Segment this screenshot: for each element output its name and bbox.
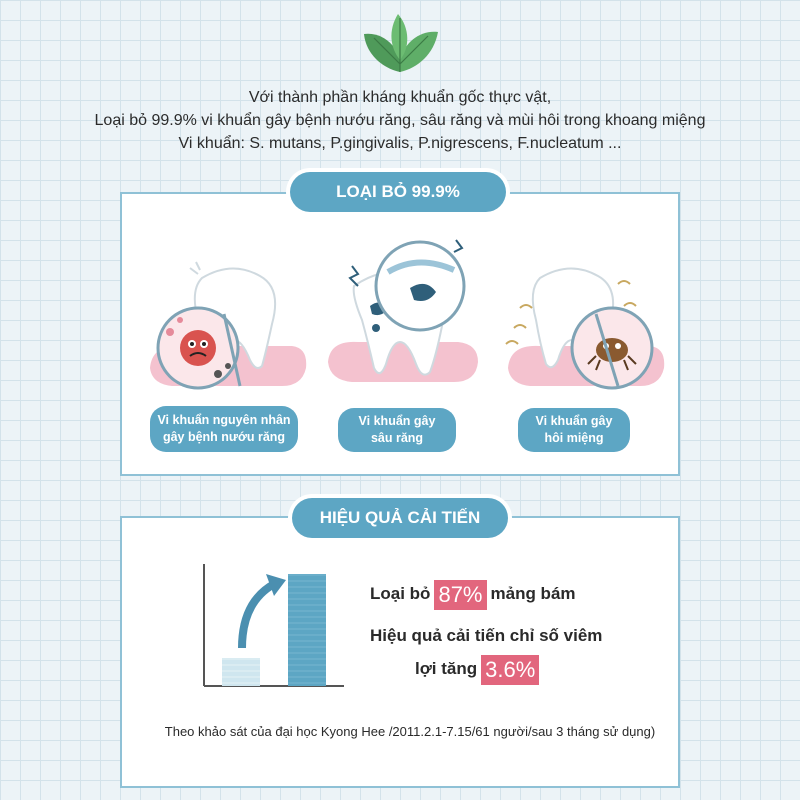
section1-badge: LOẠI BỎ 99.9% [290,172,506,212]
source-note: Theo khảo sát của đại học Kyong Hee /2011.2.1-7.15/61 người/sau 3 tháng sử dụng) [164,724,656,739]
improvement-bar-chart [196,560,346,694]
plaque-removal-stat: Loại bỏ 87% mảng bám [370,578,576,610]
caption-bad-breath-bacteria: Vi khuẩn gây hôi miệng [518,408,630,452]
plaque-removal-value: 87% [434,580,486,610]
bad-breath-tooth-illustration [500,248,670,398]
caption-gum-disease-bacteria: Vi khuẩn nguyên nhân gây bệnh nướu răng [150,406,298,452]
section2-badge: HIỆU QUẢ CẢI TIẾN [292,498,508,538]
gingivitis-index-stat: lợi tăng 3.6% [415,653,543,685]
intro-line-2: Loại bỏ 99.9% vi khuẩn gây bệnh nướu răng, sâu răng và mùi hôi trong khoang miệng [94,112,706,129]
intro-text [0,86,800,155]
cavity-tooth-illustration [318,222,488,398]
gingivitis-index-label: Hiệu quả cải tiến chỉ số viêm [370,626,603,645]
increase-arrow-icon [242,584,274,648]
before-bar [222,658,260,686]
intro-line-1: Với thành phần kháng khuẩn gốc thực vật, [248,89,552,106]
mint-leaf-icon [352,8,448,80]
gum-disease-tooth-illustration [142,248,312,398]
caption-cavity-bacteria: Vi khuẩn gây sâu răng [338,408,456,452]
after-bar [288,574,326,686]
intro-line-3: Vi khuẩn: S. mutans, P.gingivalis, P.nigrescens, F.nucleatum ... [178,135,622,152]
gingivitis-index-value: 3.6% [481,655,539,685]
